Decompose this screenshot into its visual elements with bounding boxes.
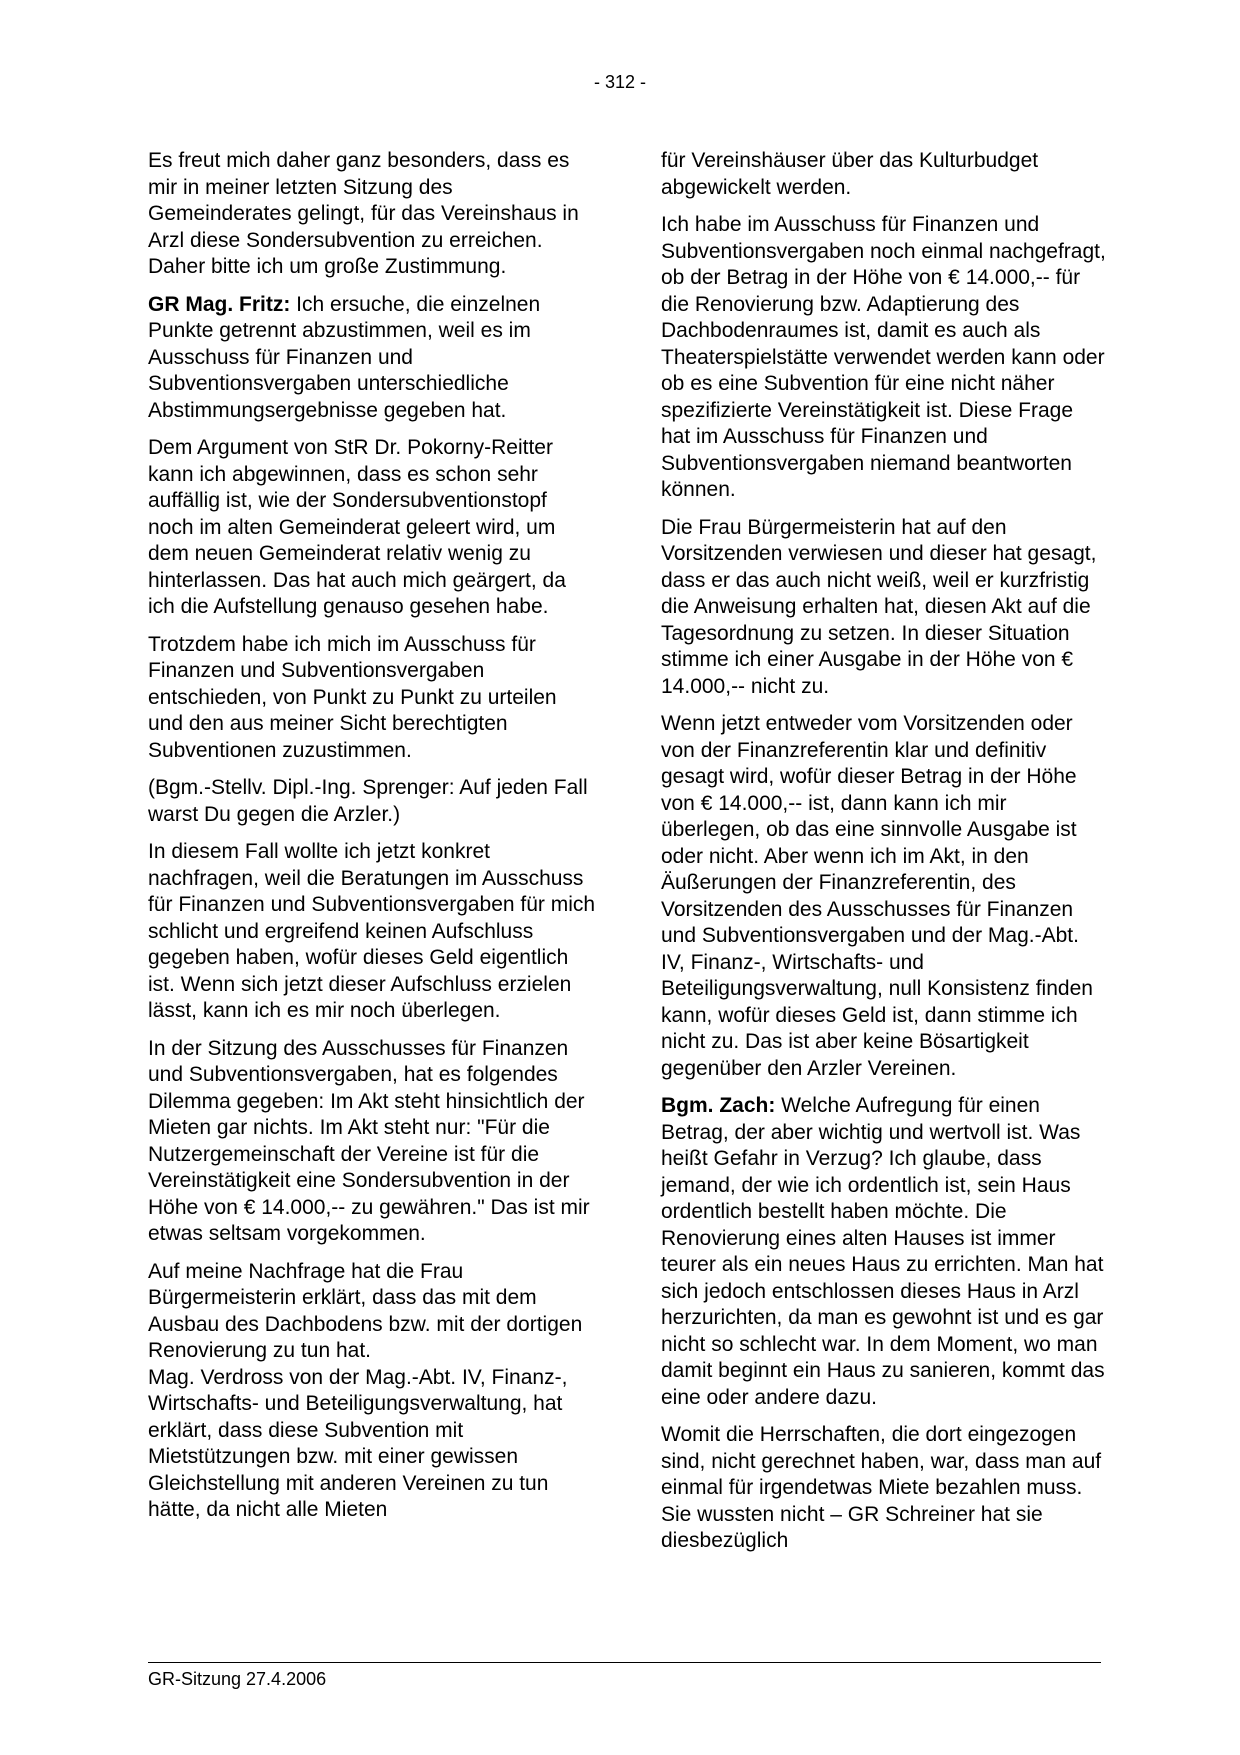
left-column <box>148 148 596 1535</box>
left-paragraph-3: Dem Argument von StR Dr. Pokorny-Reitter kann ich abgewinnen, dass es schon sehr auffällig ist, wie der Sondersubventionstopf noch im alten Gemeinderat geleert wird, um dem neuen Gemeinderat relativ wenig zu hinterlassen. Das hat auch mich geärgert, da ich die Aufstellung genauso gesehen habe. <box>148 436 566 618</box>
right-paragraph-4: Wenn jetzt entweder vom Vorsitzenden oder von der Finanzreferentin klar und definitiv gesagt wird, wofür dieser Betrag in der Höhe von € 14.000,-- ist, dann kann ich mir überlegen, ob das eine sinnvolle Ausgabe ist oder nicht. Aber wenn ich im Akt, in den Äußerungen der Finanzreferentin, des Vorsitzenden des Ausschusses für Finanzen und Subventionsvergaben und der Mag.-Abt. IV, Finanz-, Wirtschafts- und Beteiligungsverwaltung, null Konsistenz finden kann, wofür dieses Geld ist, dann stimme ich nicht zu. Das ist aber keine Bösartigkeit gegenüber den Arzler Vereinen. <box>661 712 1093 1080</box>
left-paragraph-7: In der Sitzung des Ausschusses für Finanzen und Subventionsvergaben, hat es folgendes Dilemma gegeben: Im Akt steht hinsichtlich der Mieten gar nichts. Im Akt steht nur: "Für die Nutzergemeinschaft der Vereine ist für die Vereinstätigkeit eine Sondersubvention in der Höhe von € 14.000,-- zu gewähren." Das ist mir etwas seltsam vorgekommen. <box>148 1036 590 1245</box>
left-paragraph-1: Es freut mich daher ganz besonders, dass es mir in meiner letzten Sitzung des Gemeinderates gelingt, für das Vereinshaus in Arzl diese Sondersubvention zu erreichen. Daher bitte ich um große Zustimmung. <box>148 149 579 278</box>
right-paragraph-3: Die Frau Bürgermeisterin hat auf den Vorsitzenden verwiesen und dieser hat gesagt, dass er das auch nicht weiß, weil er kurzfristig die Anweisung erhalten hat, diesen Akt auf die Tagesordnung zu setzen. In dieser Situation stimme ich einer Ausgabe in der Höhe von € 14.000,-- nicht zu. <box>661 515 1097 698</box>
right-paragraph-2: Ich habe im Ausschuss für Finanzen und Subventionsvergaben noch einmal nachgefragt, ob der Betrag in der Höhe von € 14.000,-- für die Renovierung bzw. Adaptierung des Dachbodenraumes ist, damit es auch als Theaterspielstätte verwendet werden kann oder ob es eine Subvention für eine nicht näher spezifizierte Vereinstätigkeit ist. Diese Frage hat im Ausschuss für Finanzen und Subventionsvergaben niemand beantworten können. <box>661 213 1106 501</box>
right-paragraph-1: für Vereinshäuser über das Kulturbudget abgewickelt werden. <box>661 149 1039 199</box>
left-paragraph-6: In diesem Fall wollte ich jetzt konkret nachfragen, weil die Beratungen im Ausschuss für Finanzen und Subventionsvergaben für mich schlicht und ergreifend keinen Aufschluss gegeben haben, wofür dieses Geld eigentlich ist. Wenn sich jetzt dieser Aufschluss erzielen lässt, kann ich es mir noch überlegen. <box>148 840 596 1022</box>
right-paragraph-5 <box>661 1093 1107 1411</box>
left-paragraph-2 <box>148 292 596 425</box>
right-column <box>661 148 1107 1566</box>
footer-session-date: GR-Sitzung 27.4.2006 <box>148 1669 327 1689</box>
page-number: - 312 - <box>593 72 647 92</box>
right-paragraph-6: Womit die Herrschaften, die dort eingezogen sind, nicht gerechnet haben, war, dass man auf einmal für irgendetwas Miete bezahlen muss. Sie wussten nicht – GR Schreiner hat sie diesbezüglich <box>661 1423 1102 1552</box>
speech-text: Ich ersuche, die einzelnen Punkte getrennt abzustimmen, weil es im Ausschuss für Finanzen und Subventionsvergaben unterschiedliche Abstimmungsergebnisse gegeben hat. <box>148 292 541 422</box>
left-paragraph-8 <box>148 1259 596 1524</box>
left-paragraph-8-part-b: Mag. Verdross von der Mag.-Abt. IV, Finanz-, Wirtschafts- und Beteiligungsverwaltung, hat erklärt, dass diese Subvention mit Mietstützungen bzw. mit einer gewissen Gleichstellung mit anderen Vereinen zu tun hätte, da nicht alle Mieten <box>148 1365 568 1521</box>
left-paragraph-5-interjection: (Bgm.-Stellv. Dipl.-Ing. Sprenger: Auf jeden Fall warst Du gegen die Arzler.) <box>148 776 588 826</box>
speaker-name: GR Mag. Fritz: <box>148 292 291 316</box>
left-paragraph-4: Trotzdem habe ich mich im Ausschuss für Finanzen und Subventionsvergaben entschieden, von Punkt zu Punkt zu urteilen und den aus meiner Sicht berechtigten Subventionen zuzustimmen. <box>148 632 557 762</box>
speech-text: Welche Aufregung für einen Betrag, der aber wichtig und wertvoll ist. Was heißt Gefahr in Verzug? Ich glaube, dass jemand, der wie ich ordentlich ist, sein Haus ordentlich bestellt haben möchte. Die Renovierung eines alten Hauses ist immer teurer als ein neues Haus zu errichten. Man hat sich jedoch entschlossen dieses Haus in Arzl herzurichten, da man es gewohnt ist und es gar nicht so schlecht war. In dem Moment, wo man damit beginnt ein Haus zu sanieren, kommt das eine oder andere dazu. <box>661 1094 1105 1409</box>
left-paragraph-8-part-a: Auf meine Nachfrage hat die Frau Bürgermeisterin erklärt, dass das mit dem Ausbau des Dachbodens bzw. mit der dortigen Renovierung zu tun hat. <box>148 1259 583 1362</box>
speaker-name: Bgm. Zach: <box>661 1094 776 1117</box>
footer-divider <box>148 1662 1101 1663</box>
